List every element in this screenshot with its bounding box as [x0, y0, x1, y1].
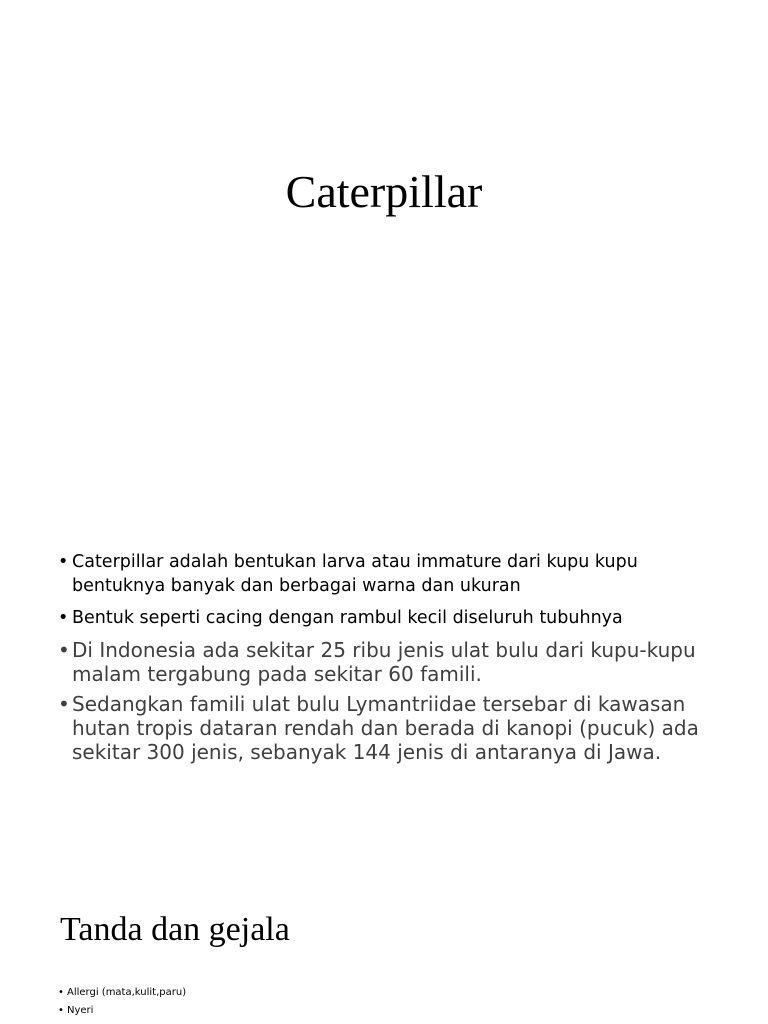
bullet-text: Nyeri: [67, 1005, 94, 1016]
bullet-icon: •: [58, 987, 64, 998]
list-item: [58, 638, 728, 686]
bullet-icon: •: [58, 552, 69, 572]
list-item: [58, 984, 186, 1002]
bullet-text: Allergi (mata,kulit,paru): [67, 987, 187, 998]
section-heading: Tanda dan gejala: [60, 911, 290, 948]
bullet-text: Caterpillar adalah bentukan larva atau immature dari kupu kupu bentuknya banyak dan berbagai warna dan ukuran: [72, 552, 638, 596]
bullet-text: Sedangkan famili ulat bulu Lymantriidae tersebar di kawasan hutan tropis dataran rendah dan berada di kanopi (pucuk) ada sekitar 300 jenis, sebanyak 144 jenis di antaranya di Jawa.: [72, 692, 699, 764]
list-item: [58, 1002, 186, 1020]
slide-title: Caterpillar: [285, 166, 483, 217]
bullet-icon: •: [58, 692, 70, 716]
bullet-icon: •: [58, 638, 70, 662]
bullet-list: [58, 550, 728, 770]
symptom-list: [58, 984, 186, 1020]
bullet-text: Bentuk seperti cacing dengan rambul kecil diseluruh tubuhnya: [72, 608, 623, 628]
bullet-text: Di Indonesia ada sekitar 25 ribu jenis ulat bulu dari kupu-kupu malam tergabung pada sekitar 60 famili.: [72, 638, 696, 686]
list-item: [58, 606, 728, 630]
bullet-icon: •: [58, 608, 69, 628]
list-item: [58, 550, 728, 598]
bullet-icon: •: [58, 1005, 64, 1016]
list-item: [58, 692, 728, 764]
